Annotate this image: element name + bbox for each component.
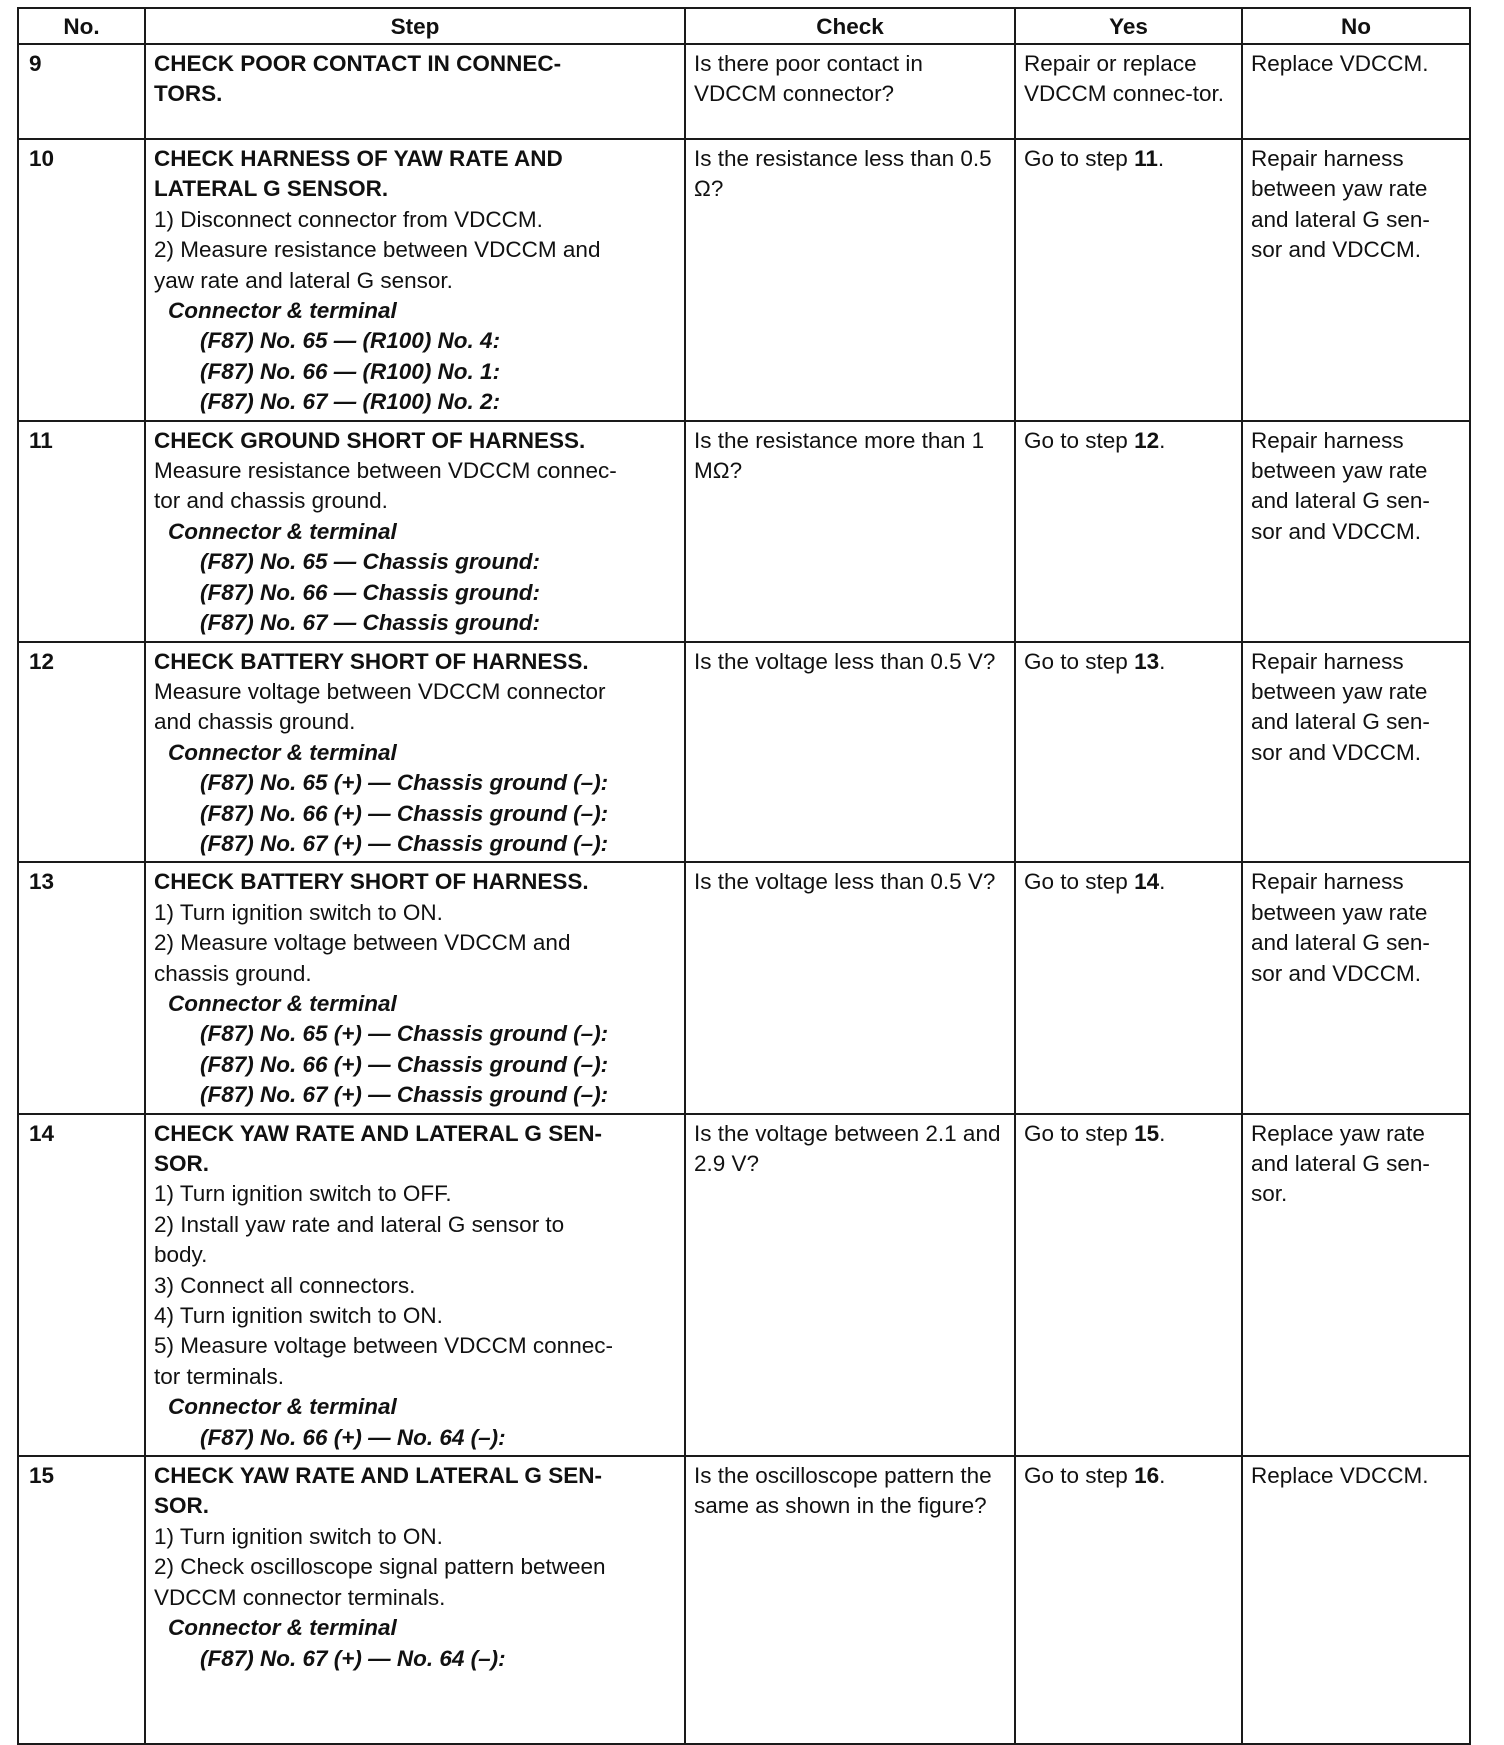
connector-terminal-label: Connector & terminal <box>168 518 397 544</box>
step-title-line: CHECK GROUND SHORT OF HARNESS. <box>154 427 586 453</box>
step-instruction-line: tor terminals. <box>154 1363 285 1389</box>
yes-suffix: . <box>1159 869 1166 895</box>
header-step: Step <box>145 8 685 44</box>
yes-step-number: 13 <box>1134 648 1160 674</box>
connector-terminal-label: Connector & terminal <box>168 739 397 765</box>
step-instruction-line: tor and chassis ground. <box>154 488 388 514</box>
step-instruction-line: Measure resistance between VDCCM connec- <box>154 458 617 484</box>
step-title-line: SOR. <box>154 1493 210 1519</box>
yes-action <box>1015 1456 1242 1744</box>
yes-prefix: Go to step <box>1024 1463 1135 1489</box>
step-instruction-line: 2) Check oscilloscope signal pattern between <box>154 1554 606 1580</box>
step-title-line: CHECK YAW RATE AND LATERAL G SEN- <box>154 1120 602 1146</box>
step-number: 13 <box>18 862 145 1113</box>
terminal-line: (F87) No. 66 (+) — Chassis ground (–): <box>200 800 609 826</box>
yes-step-number: 16 <box>1134 1463 1160 1489</box>
table-row <box>18 1456 1470 1744</box>
terminal-line: (F87) No. 67 (+) — Chassis ground (–): <box>200 830 609 856</box>
step-number: 10 <box>18 139 145 421</box>
yes-suffix: . <box>1157 146 1165 171</box>
yes-step-number: 12 <box>1134 427 1160 453</box>
yes-text: Repair or replace VDCCM connec-tor. <box>1024 51 1225 107</box>
yes-prefix: Go to step <box>1024 869 1135 895</box>
yes-prefix: Go to step <box>1024 1120 1135 1146</box>
step-instruction-line: 2) Install yaw rate and lateral G sensor to <box>154 1211 565 1237</box>
header-row <box>18 8 1470 44</box>
table-row <box>18 44 1470 139</box>
connector-terminal-label: Connector & terminal <box>168 1394 397 1420</box>
check-question: Is the voltage less than 0.5 V? <box>685 862 1015 1113</box>
table-row <box>18 421 1470 642</box>
yes-prefix: Go to step <box>1024 146 1135 171</box>
yes-action <box>1015 1114 1242 1456</box>
step-instruction-line: Measure voltage between VDCCM connector <box>154 678 606 704</box>
no-action: Repair harness between yaw rate and lateral G sen-sor and VDCCM. <box>1242 139 1470 421</box>
step-instruction-line: and chassis ground. <box>154 709 356 735</box>
terminal-line: (F87) No. 65 (+) — Chassis ground (–): <box>200 1021 609 1047</box>
yes-step-number: 11 <box>1134 146 1158 171</box>
header-yes: Yes <box>1015 8 1242 44</box>
step-cell <box>145 862 685 1113</box>
step-title-line: TORS. <box>154 81 223 107</box>
header-no-answer: No <box>1242 8 1470 44</box>
check-question: Is there poor contact in VDCCM connector? <box>685 44 1015 139</box>
step-number: 9 <box>18 44 145 139</box>
table-row <box>18 642 1470 863</box>
yes-step-number: 14 <box>1134 869 1160 895</box>
step-title-line: CHECK POOR CONTACT IN CONNEC- <box>154 51 562 76</box>
terminal-line: (F87) No. 66 — Chassis ground: <box>200 579 541 605</box>
check-question: Is the voltage between 2.1 and 2.9 V? <box>685 1114 1015 1456</box>
step-number: 11 <box>18 421 145 642</box>
connector-terminal-label: Connector & terminal <box>168 990 397 1016</box>
terminal-line: (F87) No. 66 (+) — Chassis ground (–): <box>200 1051 609 1077</box>
step-cell <box>145 1456 685 1744</box>
yes-prefix: Go to step <box>1024 427 1135 453</box>
step-title-line: CHECK BATTERY SHORT OF HARNESS. <box>154 869 589 895</box>
step-cell <box>145 421 685 642</box>
terminal-line: (F87) No. 65 — (R100) No. 4: <box>200 328 501 354</box>
no-action: Repair harness between yaw rate and lateral G sen-sor and VDCCM. <box>1242 862 1470 1113</box>
step-cell <box>145 44 685 139</box>
table-row <box>18 862 1470 1113</box>
terminal-line: (F87) No. 67 (+) — No. 64 (–): <box>200 1645 506 1671</box>
step-instruction-line: VDCCM connector terminals. <box>154 1584 446 1610</box>
step-title-line: CHECK YAW RATE AND LATERAL G SEN- <box>154 1463 602 1489</box>
step-instruction-line: yaw rate and lateral G sensor. <box>154 267 453 293</box>
yes-action <box>1015 44 1242 139</box>
yes-suffix: . <box>1159 427 1166 453</box>
diagnostic-table <box>17 7 1471 1745</box>
yes-prefix: Go to step <box>1024 648 1135 674</box>
yes-step-number: 15 <box>1134 1120 1160 1146</box>
no-action: Repair harness between yaw rate and lateral G sen-sor and VDCCM. <box>1242 642 1470 863</box>
step-cell <box>145 1114 685 1456</box>
step-instruction-line: 2) Measure resistance between VDCCM and <box>154 237 601 263</box>
step-title-line: CHECK HARNESS OF YAW RATE AND <box>154 146 563 171</box>
terminal-line: (F87) No. 65 — Chassis ground: <box>200 549 541 575</box>
terminal-line: (F87) No. 67 (+) — Chassis ground (–): <box>200 1082 609 1108</box>
step-title-line: LATERAL G SENSOR. <box>154 176 389 202</box>
yes-suffix: . <box>1159 1463 1166 1489</box>
step-instruction-line: chassis ground. <box>154 960 312 986</box>
check-question: Is the voltage less than 0.5 V? <box>685 642 1015 863</box>
yes-action <box>1015 139 1242 421</box>
table-body <box>18 44 1470 1744</box>
no-action: Replace VDCCM. <box>1242 1456 1470 1744</box>
check-question: Is the resistance more than 1 MΩ? <box>685 421 1015 642</box>
yes-action <box>1015 862 1242 1113</box>
terminal-line: (F87) No. 67 — (R100) No. 2: <box>200 389 501 415</box>
terminal-line: (F87) No. 66 — (R100) No. 1: <box>200 358 501 384</box>
step-instruction-line: 1) Turn ignition switch to OFF. <box>154 1181 452 1207</box>
step-instruction-line: 1) Disconnect connector from VDCCM. <box>154 206 543 232</box>
no-action: Repair harness between yaw rate and lateral G sen-sor and VDCCM. <box>1242 421 1470 642</box>
step-instruction-line: 1) Turn ignition switch to ON. <box>154 899 443 925</box>
connector-terminal-label: Connector & terminal <box>168 298 397 324</box>
connector-terminal-label: Connector & terminal <box>168 1615 397 1641</box>
step-instruction-line: 5) Measure voltage between VDCCM connec- <box>154 1333 613 1359</box>
step-title-line: SOR. <box>154 1151 210 1176</box>
terminal-line: (F87) No. 67 — Chassis ground: <box>200 610 541 636</box>
terminal-line: (F87) No. 66 (+) — No. 64 (–): <box>200 1424 506 1450</box>
yes-suffix: . <box>1159 648 1166 674</box>
table-row <box>18 139 1470 421</box>
no-action: Replace VDCCM. <box>1242 44 1470 139</box>
terminal-line: (F87) No. 65 (+) — Chassis ground (–): <box>200 770 609 796</box>
step-number: 15 <box>18 1456 145 1744</box>
check-question: Is the resistance less than 0.5 Ω? <box>685 139 1015 421</box>
step-instruction-line: 4) Turn ignition switch to ON. <box>154 1303 443 1329</box>
header-check: Check <box>685 8 1015 44</box>
step-instruction-line: 3) Connect all connectors. <box>154 1272 416 1298</box>
step-number: 12 <box>18 642 145 863</box>
no-action: Replace yaw rate and lateral G sen-sor. <box>1242 1114 1470 1456</box>
step-instruction-line: body. <box>154 1242 208 1268</box>
table-row <box>18 1114 1470 1456</box>
yes-suffix: . <box>1159 1120 1166 1146</box>
check-question: Is the oscilloscope pattern the same as shown in the figure? <box>685 1456 1015 1744</box>
step-title-line: CHECK BATTERY SHORT OF HARNESS. <box>154 648 589 674</box>
yes-action <box>1015 421 1242 642</box>
step-cell <box>145 139 685 421</box>
header-no: No. <box>18 8 145 44</box>
step-cell <box>145 642 685 863</box>
step-number: 14 <box>18 1114 145 1456</box>
yes-action <box>1015 642 1242 863</box>
step-instruction-line: 1) Turn ignition switch to ON. <box>154 1523 443 1549</box>
step-instruction-line: 2) Measure voltage between VDCCM and <box>154 930 571 956</box>
